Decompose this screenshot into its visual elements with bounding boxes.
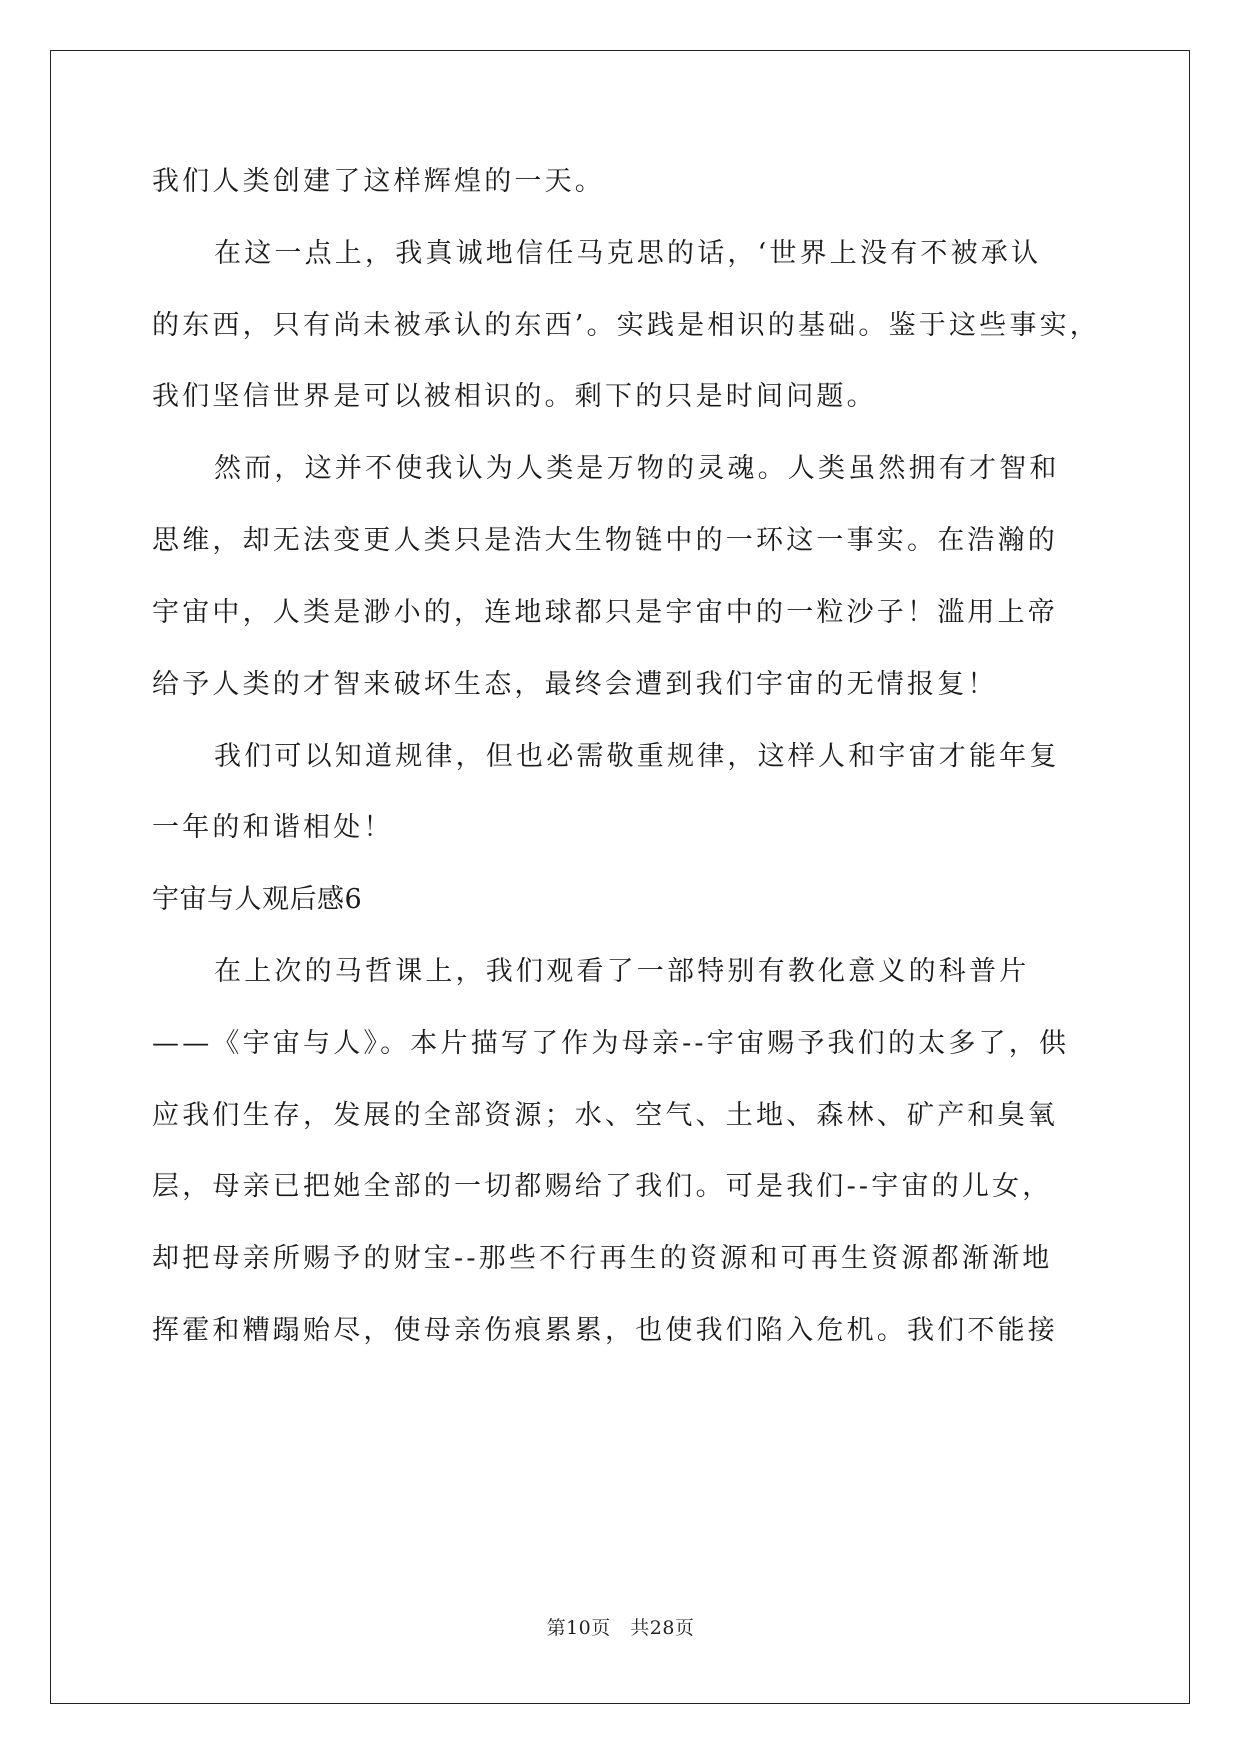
text-line: 我们坚信世界是可以被相识的。剩下的只是时间问题。 xyxy=(152,381,877,412)
text-line: 却把母亲所赐予的财宝--那些不行再生的资源和可再生资源都渐渐地 xyxy=(152,1243,1053,1274)
text-line: 我们可以知道规律，但也必需敬重规律，这样人和宇宙才能年复 xyxy=(214,741,1060,772)
text-line: 在上次的马哲课上，我们观看了一部特别有教化意义的科普片 xyxy=(214,956,1030,987)
page-border xyxy=(50,50,1190,1704)
text-line: 在这一点上，我真诚地信任马克思的话，‘世界上没有不被承认 xyxy=(214,238,1042,269)
page-number: 第10页 共28页 xyxy=(546,1617,695,1639)
text-line: 然而，这并不使我认为人类是万物的灵魂。人类虽然拥有才智和 xyxy=(214,453,1060,484)
text-line: 我们人类创建了这样辉煌的一天。 xyxy=(152,166,605,197)
text-line: 一年的和谐相处！ xyxy=(152,812,394,843)
section-heading: 宇宙与人观后感6 xyxy=(152,884,363,915)
text-line: 给予人类的才智来破坏生态，最终会遭到我们宇宙的无情报复！ xyxy=(152,669,998,700)
text-line: 挥霍和糟蹋贻尽，使母亲伤痕累累，也使我们陷入危机。我们不能接 xyxy=(152,1315,1058,1346)
text-line: 层，母亲已把她全部的一切都赐给了我们。可是我们--宇宙的儿女， xyxy=(152,1171,1053,1202)
text-line: ——《宇宙与人》。本片描写了作为母亲--宇宙赐予我们的太多了，供 xyxy=(152,1028,1070,1059)
text-line: 的东西，只有尚未被承认的东西’。实践是相识的基础。鉴于这些事实， xyxy=(152,310,1100,341)
text-line: 应我们生存，发展的全部资源；水、空气、土地、森林、矿产和臭氧 xyxy=(152,1100,1058,1131)
text-line: 思维，却无法变更人类只是浩大生物链中的一环这一事实。在浩瀚的 xyxy=(152,525,1058,556)
text-line: 宇宙中，人类是渺小的，连地球都只是宇宙中的一粒沙子！滥用上帝 xyxy=(152,597,1058,628)
